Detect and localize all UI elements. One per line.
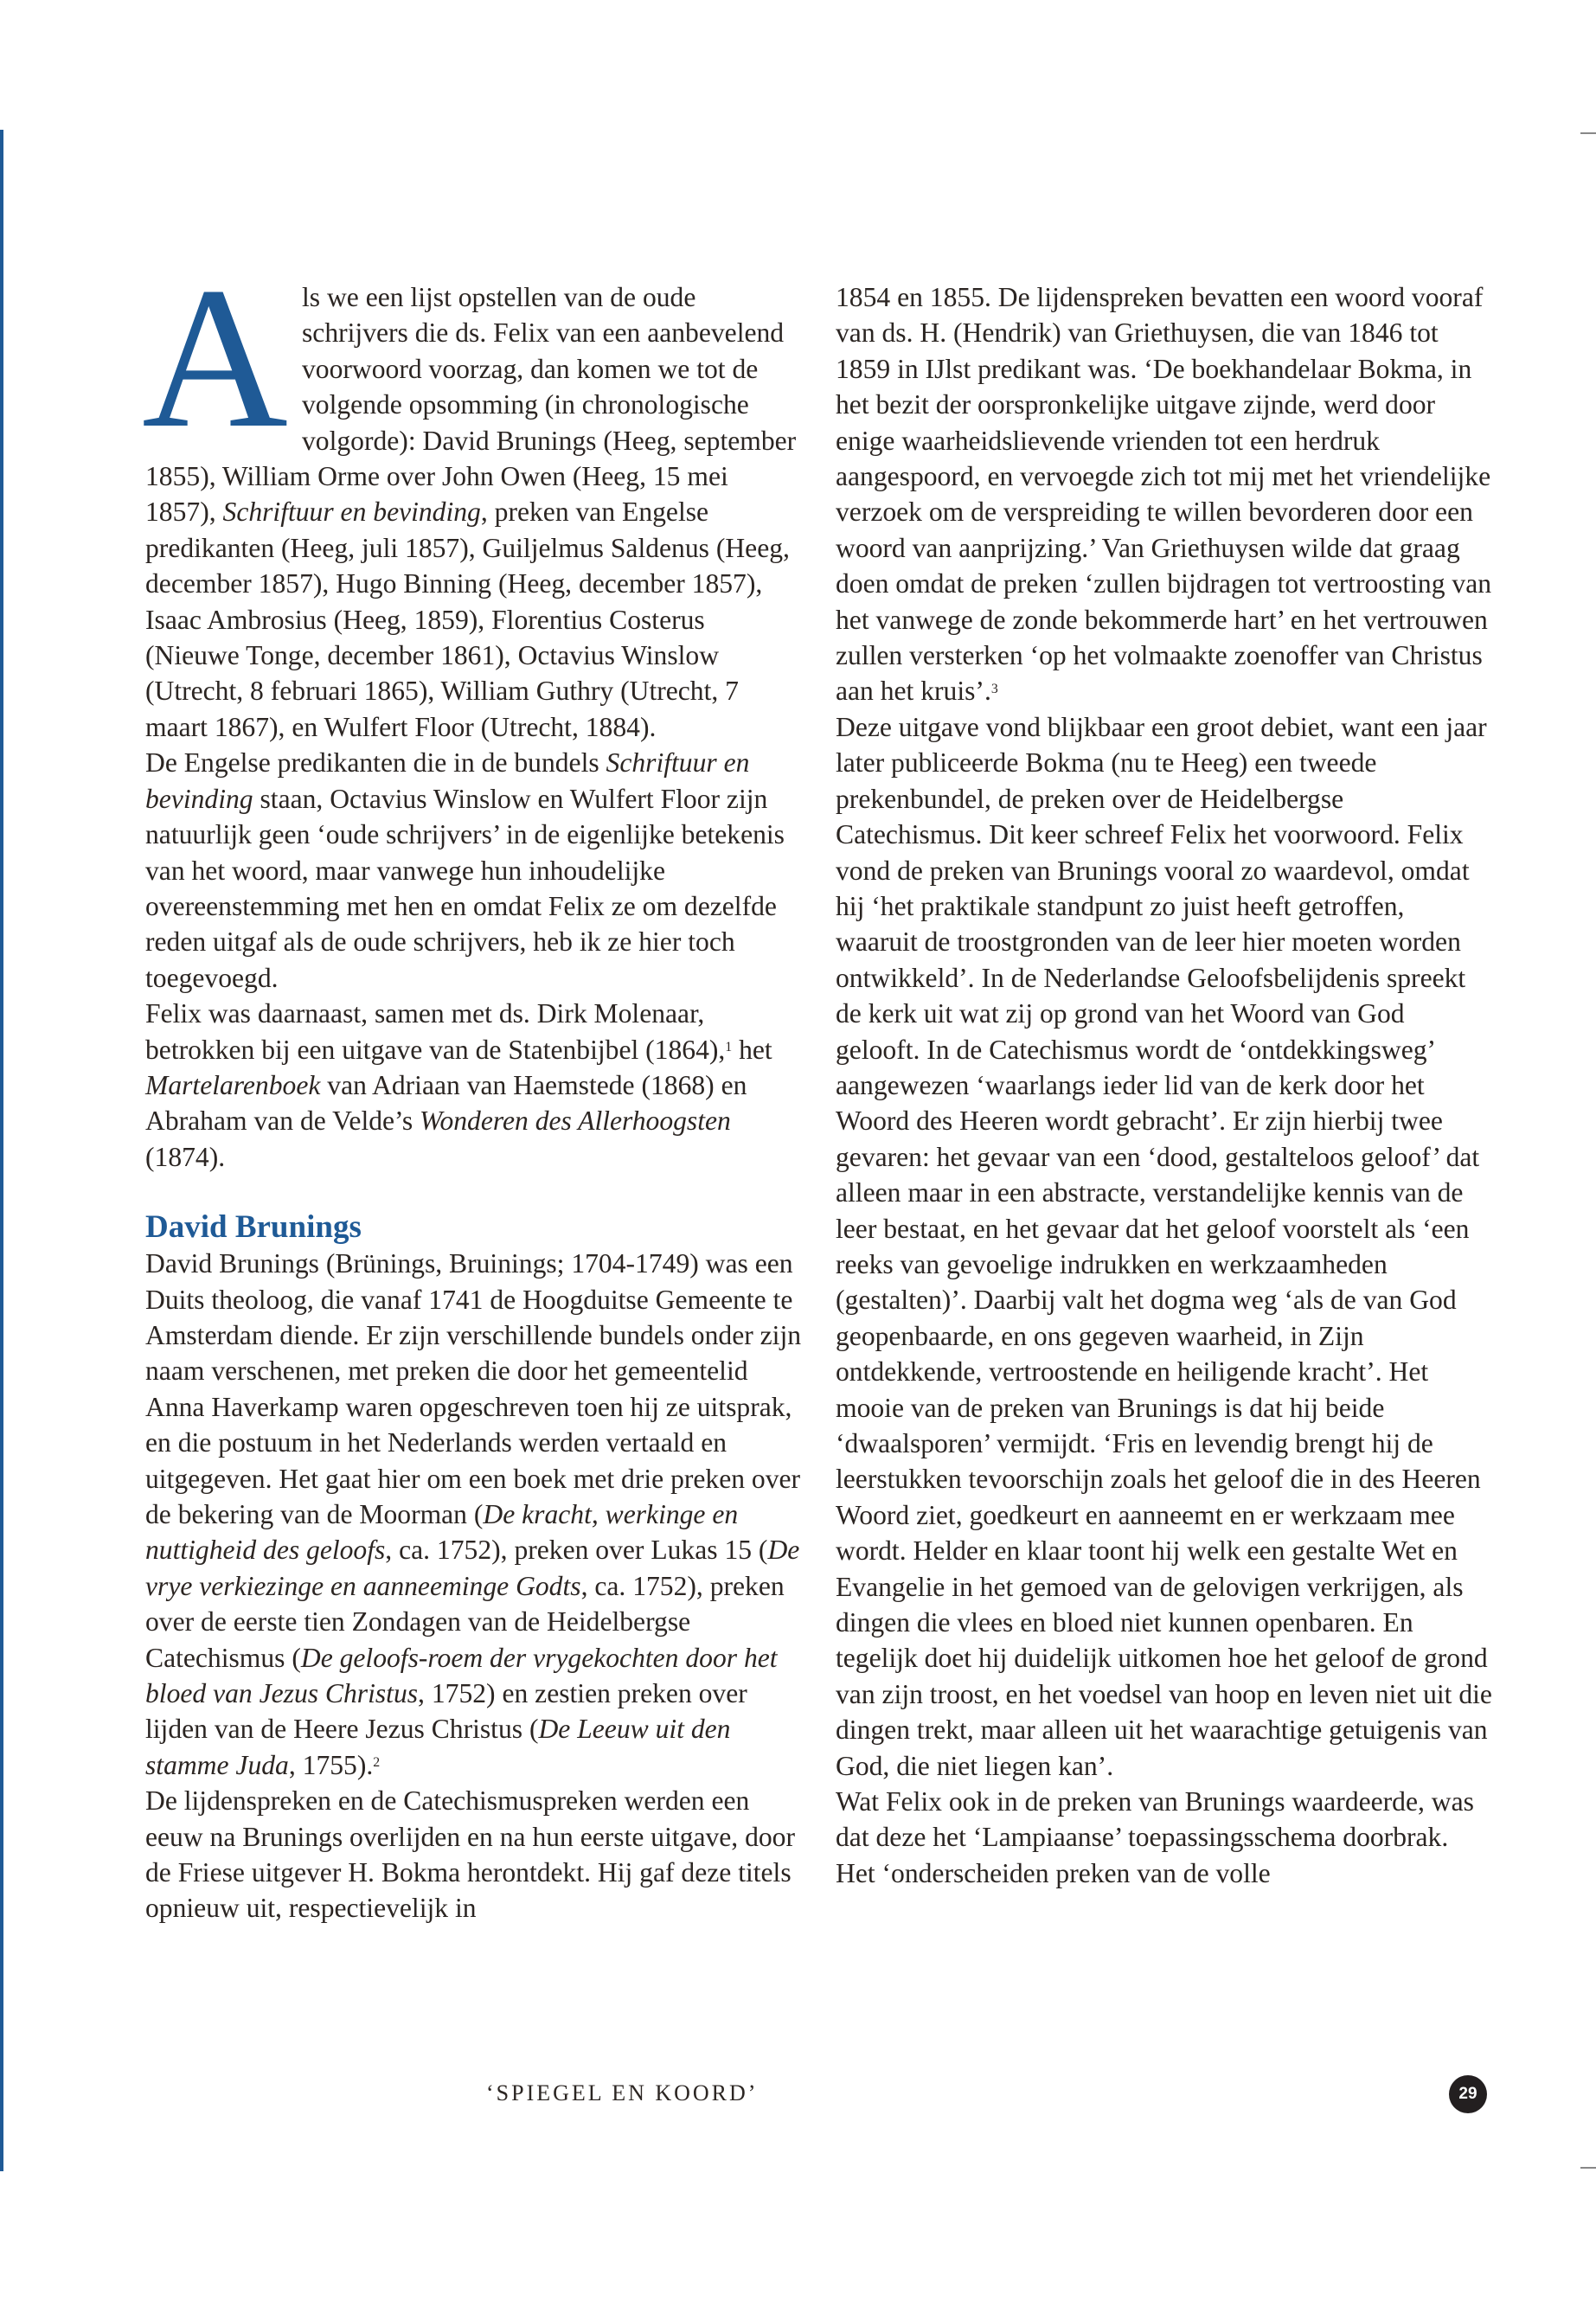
text-run: het (732, 1034, 772, 1065)
text-run: van Adriaan van Haemstede (1868) en Abraham van de Velde’s (145, 1069, 747, 1137)
paragraph (145, 996, 803, 1175)
italic-title: De vrye verkiezinge en aanneeminge Godts (145, 1535, 800, 1601)
paragraph (145, 1246, 803, 1783)
text-run: De lijdenspreken en de Catechismuspreken werden een eeuw na Brunings overlijden en na hun eerste uitgave, door de Friese uitgever H. Bokma herontdekt. Hij gaf deze titels opnieuw uit, respectievelijk in (145, 1785, 795, 1924)
footnote-ref: 2 (373, 1755, 381, 1771)
intro-paragraph (142, 245, 803, 745)
text-run: , ca. 1752), preken over Lukas 15 ( (385, 1535, 768, 1566)
crop-mark-top (1580, 132, 1596, 134)
page-number-badge: 29 (1449, 2075, 1487, 2113)
text-run: , 1755). (288, 1749, 374, 1780)
text-run: , ca. 1752), preken over de eerste tien Zondagen van de Heidelbergse Catechismus ( (145, 1570, 785, 1673)
text-run: Felix was daarnaast, samen met ds. Dirk Molenaar, betrokken bij een uitgave van de Statenbijbel (1864), (145, 998, 726, 1065)
text-run: David Brunings (Brünings, Bruinings; 1704-1749) was een Duits theoloog, die vanaf 1741 de Hoogduitse Gemeente te Amsterdam diende. Er zijn verschillende bundels onder zijn naam verschenen, met preken die door het gemeentelid Anna Haverkamp waren opgeschreven toen hij ze uitsprak, en die postuum in het Nederlands werden vertaald en uitgegeven. Het gaat hier om een boek met drie preken over de bekering van de Moorman ( (145, 1248, 802, 1529)
italic-title: De kracht, werkinge en nuttigheid des geloofs (145, 1499, 739, 1566)
left-column (142, 245, 803, 1926)
drop-cap: A (142, 245, 288, 470)
text-run: staan, Octavius Winslow en Wulfert Floor zijn natuurlijk geen ‘oude schrijvers’ in de eigenlijke betekenis van het woord, maar vanwege hun inhoudelijke overeenstemming met hen en omdat Felix ze om dezelfde reden uitgaf als de oude schrijvers, heb ik ze hier toch toegevoegd. (145, 783, 785, 993)
italic-title: Schriftuur en bevinding (222, 497, 481, 528)
running-title: ‘SPIEGEL EN KOORD’ (486, 2080, 759, 2106)
text-run: 1854 en 1855. De lijdenspreken bevatten een woord vooraf van ds. H. (Hendrik) van Griethuysen, die van 1846 tot 1859 in IJlst predikant was. ‘De boekhandelaar Bokma, in het bezit der oorspronkelijke uitgave zijnde, werd door enige waarheidslievende vrienden tot een herdruk aangespoord, en vervoegde zich tot mij met het vriendelijke verzoek om de verspreiding te willen bevorderen door een woord van aanprijzing.’ Van Griethuysen wilde dat graag doen omdat de preken ‘zullen bijdragen tot vertroosting van het vanwege de zonde bekommerde hart’ en het vertrouwen zullen versterken ‘op het volmaakte zoenoffer van Christus aan het kruis’. (836, 282, 1492, 707)
paragraph (836, 1784, 1493, 1891)
italic-title: Martelarenboek (145, 1069, 321, 1100)
right-column (836, 279, 1493, 1891)
text-run: De Engelse predikanten die in de bundels (145, 747, 606, 779)
italic-title: De Leeuw uit den stamme Juda (145, 1714, 731, 1780)
section-heading: David Brunings (145, 1209, 362, 1246)
italic-title: Wonderen des Allerhoogsten (420, 1106, 731, 1137)
paragraph (836, 709, 1493, 1784)
text-run: (1874). (145, 1141, 226, 1172)
crop-mark-bottom (1580, 2167, 1596, 2169)
text-run: ls we een lijst opstellen van de oude schrijvers die ds. Felix van een aanbevelend voorwoord voorzag, dan komen we tot de volgende opsomming (in chronologische volgorde): David Brunings (Heeg, september 1855), William Orme over John Owen (Heeg, 15 mei 1857), (145, 282, 797, 528)
paragraph (145, 1783, 803, 1926)
footnote-ref: 3 (990, 681, 998, 696)
left-margin-rule (0, 130, 3, 2171)
text-run: Wat Felix ook in de preken van Brunings waardeerde, was dat deze het ‘Lampiaanse’ toepassingsschema doorbrak. Het ‘onderscheiden preken van de volle (836, 1786, 1474, 1888)
text-run: , 1752) en zestien preken over lijden van de Heere Jezus Christus ( (145, 1678, 747, 1745)
footnote-ref: 1 (725, 1039, 733, 1054)
italic-title: Schriftuur en bevinding (145, 747, 750, 814)
paragraph (836, 279, 1493, 709)
text-run: Deze uitgave vond blijkbaar een groot debiet, want een jaar later publiceerde Bokma (nu te Heeg) een tweede prekenbundel, de preken over de Heidelbergse Catechismus. Dit keer schreef Felix het voorwoord. Felix vond de preken van Brunings vooral zo waardevol, omdat hij ‘het praktikale standpunt zo juist heeft getroffen, waaruit de troostgronden van de leer hier moeten worden ontwikkeld’. In de Nederlandse Geloofsbelijdenis spreekt de kerk uit wat zij op grond van het Woord van God gelooft. In de Catechismus wordt de ‘ontdekkingsweg’ aangewezen ‘waarlangs ieder lid van de kerk door het Woord des Heeren wordt gebracht’. Er zijn hierbij twee gevaren: het gevaar van een ‘dood, gestalteloos geloof’ dat alleen maar in een abstracte, verstandelijke kennis van de leer bestaat, en het gevaar dat het geloof voorstelt als ‘een reeks van gevoelige indrukken en werkzaamheden (gestalten)’. Daarbij valt het dogma weg ‘als de van God geopenbaarde, en ons gegeven waarheid, in Zijn ontdekkende, vertroostende en heiligende kracht’. Het mooie van de preken van Brunings is dat hij beide ‘dwaalsporen’ vermijdt. ‘Fris en levendig brengt hij de leerstukken tevoorschijn zoals het geloof die in des Heeren Woord ziet, goedkeurt en aanneemt en er werkzaam mee wordt. Helder en klaar toont hij welk een gestalte Wet en Evangelie in het gemoed van de gelovigen verkrijgen, als dingen die vlees en bloed niet kunnen openbaren. En tegelijk doet hij duidelijk uitkomen hoe het geloof de grond van zijn troost, en het voedsel van hoop en leven niet uit die dingen trekt, maar alleen uit het waarachtige getuigenis van God, die niet liegen kan’. (836, 711, 1492, 1781)
paragraph (145, 745, 803, 996)
text-run: , preken van Engelse predikanten (Heeg, juli 1857), Guiljelmus Saldenus (Heeg, december 1857), Hugo Binning (Heeg, december 1857), Isaac Ambrosius (Heeg, 1859), Florentius Costerus (Nieuwe Tonge, december 1861), Octavius Winslow (Utrecht, 8 februari 1865), William Guthry (Utrecht, 7 maart 1867), en Wulfert Floor (Utrecht, 1884). (145, 497, 790, 742)
italic-title: De geloofs-roem der vrygekochten door het bloed van Jezus Christus (145, 1642, 778, 1709)
